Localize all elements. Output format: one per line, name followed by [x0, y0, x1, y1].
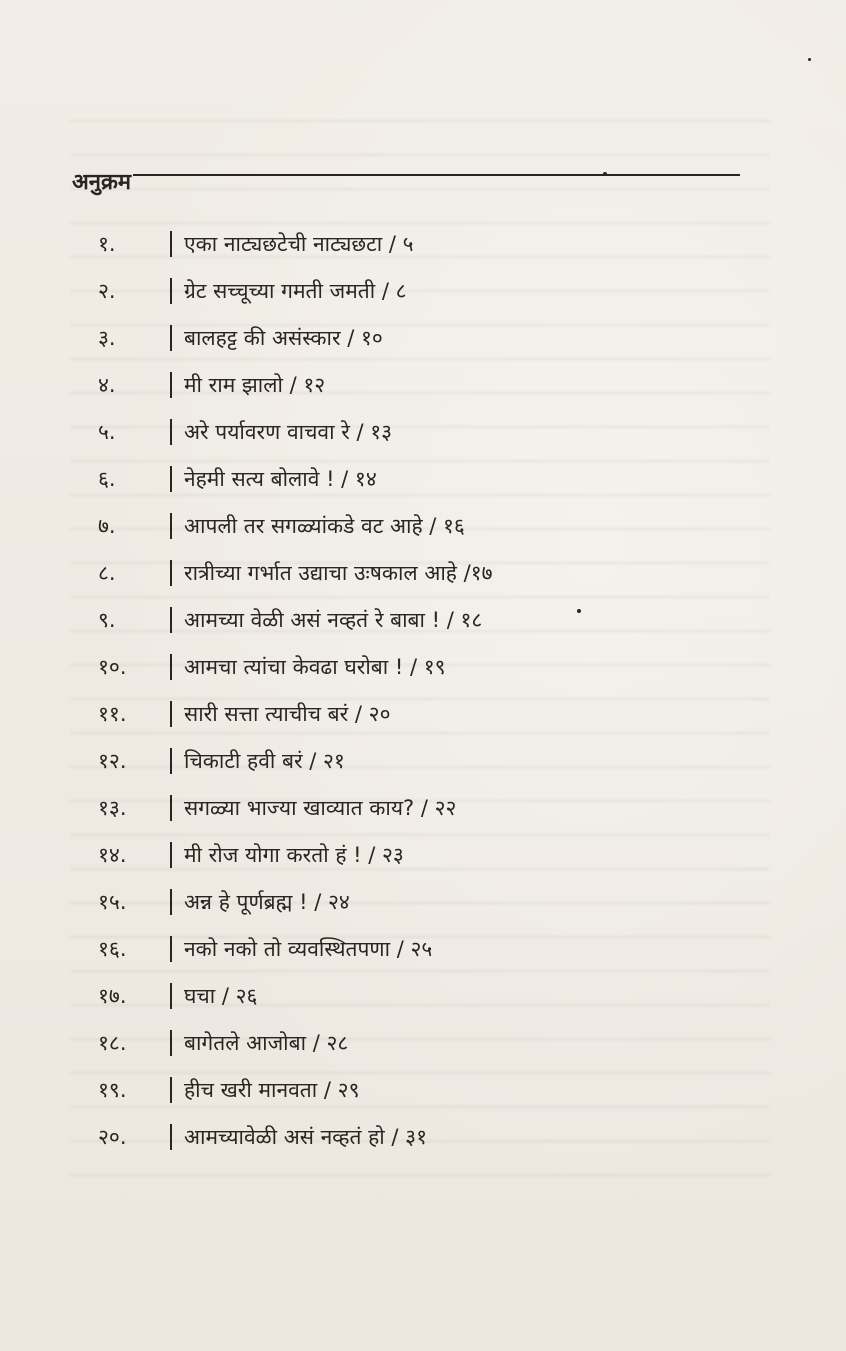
toc-entry-text: आमचा त्यांचा केवढा घरोबा ! / १९: [184, 655, 446, 679]
toc-entry-number: १४.: [98, 843, 127, 867]
entry-separator: [170, 701, 172, 727]
toc-entry-number: ३.: [98, 326, 116, 350]
toc-entry-text: बागेतले आजोबा / २८: [184, 1031, 349, 1055]
ink-speck: [603, 172, 607, 176]
entry-separator: [170, 560, 172, 586]
toc-entry-number: ९.: [98, 608, 116, 632]
toc-heading-row: [72, 152, 740, 195]
toc-entry-number: १६.: [98, 937, 127, 961]
entry-separator: [170, 1030, 172, 1056]
toc-entry-text: अरे पर्यावरण वाचवा रे / १३: [184, 420, 393, 444]
toc-entry-text: नको नको तो व्यवस्थितपणा / २५: [184, 937, 433, 961]
toc-entry: [98, 884, 350, 920]
entry-separator: [170, 325, 172, 351]
entry-separator: [170, 231, 172, 257]
toc-entry: [98, 649, 446, 685]
toc-entry-text: मी रोज योगा करतो हं ! / २३: [184, 843, 404, 867]
toc-entry-number: ११.: [98, 702, 127, 726]
toc-entry-number: १७.: [98, 984, 127, 1008]
entry-separator: [170, 795, 172, 821]
toc-entry-number: १३.: [98, 796, 127, 820]
toc-entry: [98, 1025, 348, 1061]
toc-entry: [98, 367, 325, 403]
toc-entry: [98, 414, 392, 450]
entry-separator: [170, 278, 172, 304]
toc-entry-number: १५.: [98, 890, 127, 914]
entry-separator: [170, 842, 172, 868]
toc-entry: [98, 837, 404, 873]
entry-separator: [170, 1124, 172, 1150]
toc-entry-number: ८.: [98, 561, 116, 585]
toc-entry-text: रात्रीच्या गर्भात उद्याचा उःषकाल आहे /१७: [184, 561, 493, 585]
entry-separator: [170, 466, 172, 492]
toc-entry: [98, 320, 383, 356]
ink-speck: [808, 58, 811, 61]
toc-entry: [98, 743, 345, 779]
toc-entry-text: घचा / २६: [184, 984, 258, 1008]
toc-entry: [98, 273, 407, 309]
toc-entry-text: चिकाटी हवी बरं / २१: [184, 749, 345, 773]
toc-entry: [98, 696, 391, 732]
entry-separator: [170, 748, 172, 774]
toc-entry-text: हीच खरी मानवता / २९: [184, 1078, 360, 1102]
toc-entry-number: ७.: [98, 514, 116, 538]
toc-entry: [98, 1119, 427, 1155]
toc-entry: [98, 1072, 359, 1108]
toc-entry-text: नेहमी सत्य बोलावे ! / १४: [184, 467, 377, 491]
entry-separator: [170, 889, 172, 915]
toc-entry: [98, 508, 465, 544]
toc-entry-text: बालहट्ट की असंस्कार / १०: [184, 326, 383, 350]
toc-entry-number: ६.: [98, 467, 116, 491]
toc-entry: [98, 978, 257, 1014]
toc-entry-number: २.: [98, 279, 116, 303]
toc-entry-text: एका नाट्यछटेची नाट्यछटा / ५: [184, 232, 414, 256]
entry-separator: [170, 372, 172, 398]
toc-entry-number: २०.: [98, 1125, 127, 1149]
heading-rule: [133, 174, 740, 176]
toc-entry-number: ४.: [98, 373, 116, 397]
entry-separator: [170, 419, 172, 445]
entry-separator: [170, 607, 172, 633]
entry-separator: [170, 513, 172, 539]
ink-speck: [577, 609, 581, 613]
toc-entry: [98, 790, 456, 826]
toc-entry-text: आपली तर सगळ्यांकडे वट आहे / १६: [184, 514, 465, 538]
toc-entry: [98, 226, 414, 262]
toc-entry: [98, 555, 493, 591]
toc-entry-number: १०.: [98, 655, 127, 679]
toc-heading: अनुक्रम: [72, 170, 132, 195]
toc-entry-number: १.: [98, 232, 116, 256]
toc-entry-number: १२.: [98, 749, 127, 773]
toc-entry-text: सारी सत्ता त्याचीच बरं / २०: [184, 702, 391, 726]
toc-entry-text: आमच्या वेळी असं नव्हतं रे बाबा ! / १८: [184, 608, 483, 632]
toc-entry-text: अन्न हे पूर्णब्रह्म ! / २४: [184, 890, 350, 914]
toc-entry-text: ग्रेट सच्चूच्या गमती जमती / ८: [184, 279, 407, 303]
toc-entry: [98, 602, 482, 638]
entry-separator: [170, 983, 172, 1009]
toc-entry-text: मी राम झालो / १२: [184, 373, 326, 397]
toc-entry-text: आमच्यावेळी असं नव्हतं हो / ३१: [184, 1125, 427, 1149]
toc-entry-number: ५.: [98, 420, 116, 444]
entry-separator: [170, 936, 172, 962]
entry-separator: [170, 1077, 172, 1103]
toc-entry-number: १८.: [98, 1031, 127, 1055]
entry-separator: [170, 654, 172, 680]
toc-entry-number: १९.: [98, 1078, 127, 1102]
toc-entry: [98, 931, 432, 967]
toc-entry: [98, 461, 377, 497]
toc-entry-text: सगळ्या भाज्या खाव्यात काय? / २२: [184, 796, 457, 820]
